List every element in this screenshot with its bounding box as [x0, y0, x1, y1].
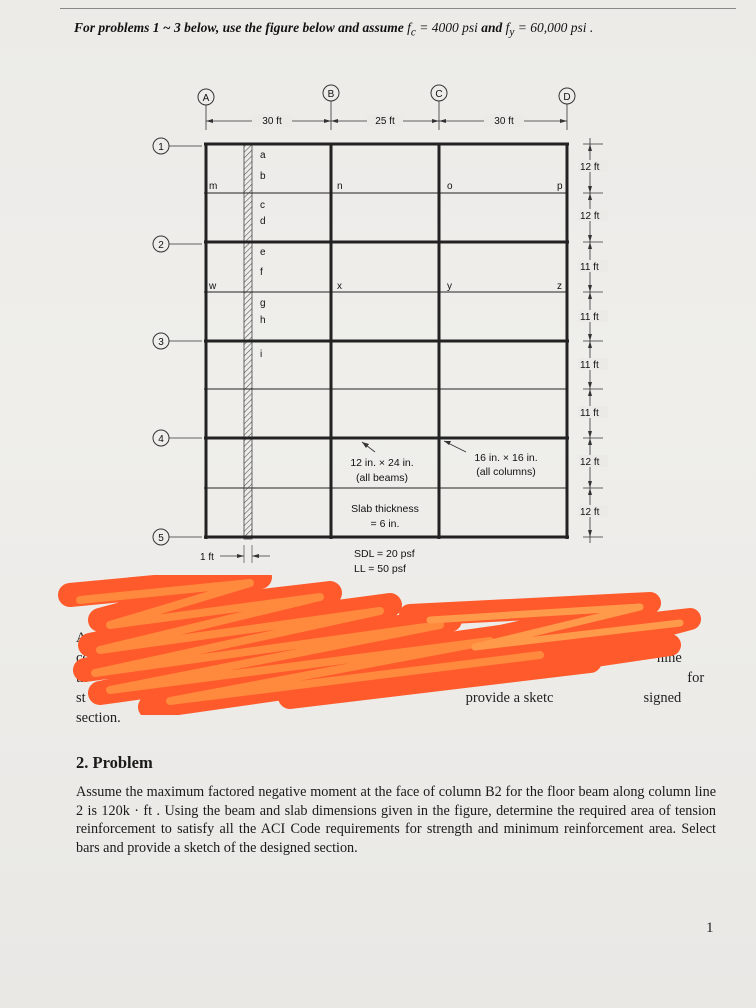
fy-symbol: f [505, 20, 510, 35]
column-bubble-d: D [563, 92, 571, 103]
bay-width-ab: 30 ft [262, 116, 282, 127]
column-bubble-a: A [202, 93, 210, 104]
beam-label-y: y [447, 281, 452, 292]
beam-label-w: w [209, 281, 217, 292]
strip-width-dimension [200, 545, 270, 563]
fc-value: = 4000 psi [419, 20, 478, 35]
figure-notes [350, 441, 537, 575]
floor-plan-figure [0, 80, 756, 580]
beam-size-note-1: 12 in. × 24 in. [350, 457, 414, 469]
strip-width-label: 1 ft [200, 552, 214, 563]
fc-subscript: c [410, 26, 416, 39]
beam-label-x: x [337, 281, 342, 292]
header-joiner: and [481, 20, 503, 35]
strip-label-e: e [260, 247, 266, 258]
p1-line-4: st provide a sketc signed [76, 690, 682, 706]
fy-value: = 60,000 psi . [517, 20, 594, 35]
problem-2-text: Assume the maximum factored negative moment at the face of column B2 for the floor beam along column line 2 is 120k · ft . Using the beam and slab dimensions given in the figure, determine the required area of tension reinforcement to satisfy all the ACI Code requirements for strength and minimum reinforcement area. Select bars and provide a sketch of the designed section. [76, 784, 716, 856]
bay-height-2: 12 ft [580, 211, 600, 222]
top-rule [60, 8, 736, 9]
row-line-bubbles [153, 138, 202, 545]
bay-height-8: 12 ft [580, 507, 600, 518]
strip-label-d: d [260, 216, 266, 227]
column-size-note-2: (all columns) [476, 466, 536, 478]
right-dimensions [578, 138, 608, 543]
beam-size-note-2: (all beams) [356, 472, 408, 484]
fy-subscript: y [509, 26, 515, 39]
column-size-note-1: 16 in. × 16 in. [474, 452, 538, 464]
bay-height-7: 12 ft [580, 457, 600, 468]
column-bubble-c: C [435, 89, 443, 100]
problem-2-title: 2. Problem [76, 753, 153, 772]
p1-line-5: section. [76, 710, 121, 726]
strip-label-b: b [260, 171, 266, 182]
scribble-redaction [30, 575, 710, 715]
strip-label-h: h [260, 315, 266, 326]
row-bubble-3: 3 [158, 337, 164, 348]
row-bubble-5: 5 [158, 533, 164, 544]
bay-height-1: 12 ft [580, 162, 600, 173]
slab-note-1: Slab thickness [351, 503, 419, 515]
ll-load: LL = 50 psf [354, 563, 406, 575]
problem-header [74, 20, 734, 39]
beam-label-m: m [209, 181, 218, 192]
bay-width-cd: 30 ft [494, 116, 514, 127]
bay-width-bc: 25 ft [375, 116, 395, 127]
beam-label-p: p [557, 181, 563, 192]
bay-height-3: 11 ft [580, 262, 599, 273]
strip-label-g: g [260, 298, 266, 309]
p1-line-2: co given nine [76, 650, 682, 666]
page-number: 1 [706, 920, 714, 936]
strip-label-f: f [260, 267, 263, 278]
top-dimensions [206, 114, 567, 127]
fc-symbol: f [407, 20, 411, 35]
bay-height-5: 11 ft [580, 360, 599, 371]
p1-line-1: A moment n or be n betw n [76, 630, 608, 646]
row-bubble-1: 1 [158, 142, 164, 153]
strip-label-c: c [260, 200, 265, 211]
beam-label-n: n [337, 181, 343, 192]
problem-1-heading-text: m [166, 598, 179, 614]
row-bubble-2: 2 [158, 240, 164, 251]
slab-note-2: = 6 in. [370, 518, 400, 530]
beam-label-z: z [557, 281, 562, 292]
column-bubble-b: B [327, 89, 335, 100]
p1-line-3: th for [76, 670, 705, 686]
sdl-load: SDL = 20 psf [354, 548, 415, 560]
row-bubble-4: 4 [158, 434, 164, 445]
header-lead: For problems 1 ~ 3 below, use the figure below and assume [74, 20, 404, 35]
beam-label-o: o [447, 181, 453, 192]
strip-label-a: a [260, 150, 266, 161]
bay-height-4: 11 ft [580, 312, 599, 323]
strip-labels [260, 150, 266, 360]
problem-2 [76, 753, 716, 857]
strip-label-i: i [260, 349, 263, 360]
bay-height-6: 11 ft [580, 408, 599, 419]
